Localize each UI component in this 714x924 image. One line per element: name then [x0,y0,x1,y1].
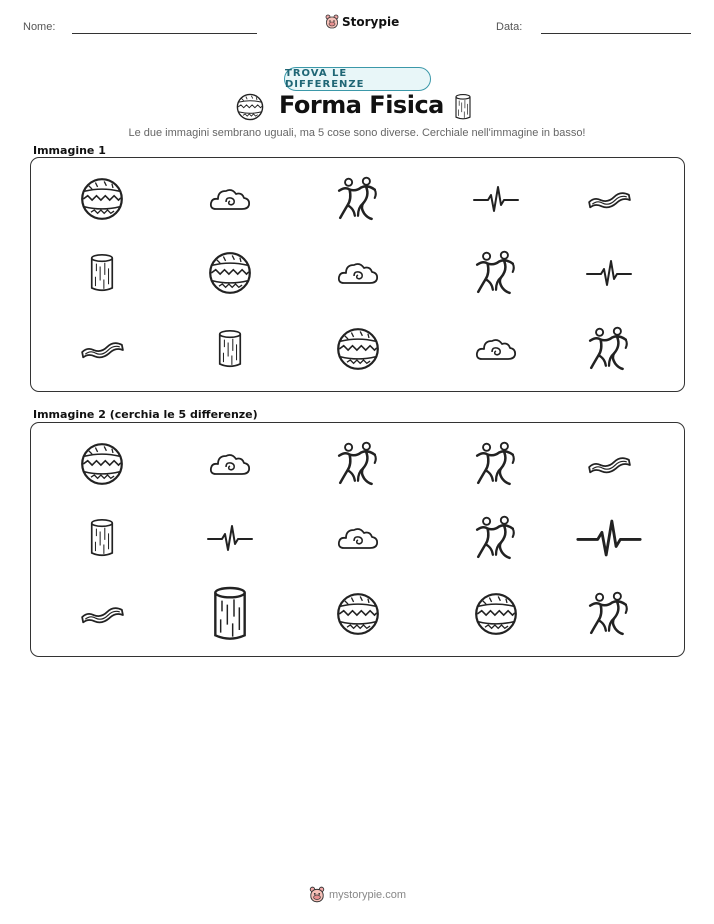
grid-cell [190,313,270,385]
grid-cell [456,163,536,235]
grid-cell [190,237,270,309]
grid-cell [456,313,536,385]
grid-cell[interactable] [190,428,270,500]
ball-icon [236,93,264,121]
grid-cell [62,163,142,235]
ball-icon [80,177,124,221]
pig-mascot-icon [325,14,339,30]
grid-cell [318,237,398,309]
grid-cell [62,237,142,309]
dancers-icon [335,441,381,487]
grid-cell[interactable] [62,578,142,650]
dancers-icon [473,515,519,561]
grid-cell [569,237,649,309]
grid-cell[interactable] [569,502,649,574]
date-label: Data: [496,21,523,33]
panel1-label: Immagine 1 [33,144,106,157]
cloud-icon [208,449,252,479]
grid-cell[interactable] [456,502,536,574]
image2-panel[interactable] [30,422,685,657]
dancers-icon [586,591,632,637]
panel2-label: Immagine 2 (cerchia le 5 differenze) [33,408,258,421]
ball-icon [336,327,380,371]
grid-cell[interactable] [190,502,270,574]
bacon-icon [586,185,632,213]
instructions-text: Le due immagini sembrano uguali, ma 5 cose sono diverse. Cerchiale nell'immagine in basso! [128,127,586,139]
log-icon [88,517,116,559]
grid-cell[interactable] [62,428,142,500]
grid-cell[interactable] [456,428,536,500]
ball-icon [336,592,380,636]
grid-cell[interactable] [318,428,398,500]
activity-badge: TROVA LE DIFFERENZE [284,67,431,91]
dancers-icon [473,441,519,487]
pig-mascot-icon [309,886,325,904]
grid-cell [569,163,649,235]
ball-icon [208,251,252,295]
grid-cell [318,313,398,385]
cloud-icon [336,523,380,553]
pulse-icon [206,523,254,553]
image1-panel [30,157,685,392]
log-icon [453,93,473,121]
dancers-icon [586,326,632,372]
cloud-icon [474,334,518,364]
ball-icon [80,442,124,486]
grid-cell [190,163,270,235]
dancers-icon [473,250,519,296]
grid-cell [318,163,398,235]
log-icon [88,252,116,294]
grid-cell[interactable] [456,578,536,650]
pulse-icon [472,184,520,214]
storypie-logo [325,14,399,30]
cloud-icon [336,258,380,288]
bacon-icon [586,450,632,478]
footer-url[interactable]: mystorypie.com [329,889,407,901]
bacon-icon [79,600,125,628]
pulse-icon-large [575,508,643,568]
grid-cell[interactable] [569,578,649,650]
pulse-icon [585,258,633,288]
name-field-line[interactable] [72,33,257,34]
dancers-icon [335,176,381,222]
log-icon-large [210,584,250,644]
bacon-icon [79,335,125,363]
grid-cell[interactable] [318,502,398,574]
grid-cell[interactable] [318,578,398,650]
log-icon [216,328,244,370]
name-label: Nome: [23,21,56,33]
date-field-line[interactable] [541,33,691,34]
footer [309,886,406,904]
brand-name: Storypie [342,15,400,29]
grid-cell[interactable] [190,578,270,650]
ball-icon [474,592,518,636]
grid-cell[interactable] [62,502,142,574]
grid-cell[interactable] [569,428,649,500]
cloud-icon [208,184,252,214]
grid-cell [456,237,536,309]
grid-cell [569,313,649,385]
grid-cell [62,313,142,385]
page-title: Forma Fisica [279,91,444,119]
